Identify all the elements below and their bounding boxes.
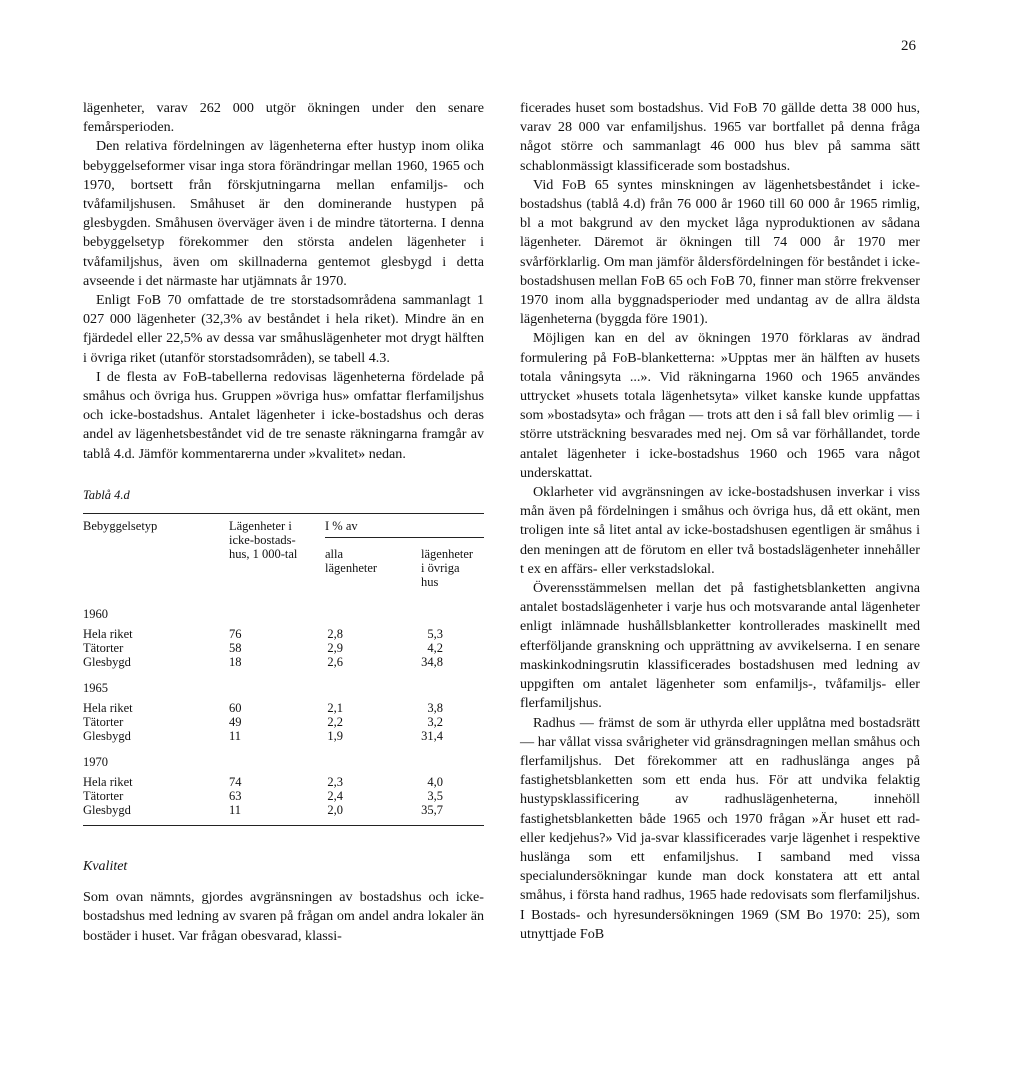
paragraph: Radhus — främst de som är uthyrda eller upplåtna med bostadsrätt — har vållat vissa svårigheter vid gränsdragningen mellan småhus och flerfamiljshus. Det förekommer att en radhuslänga anges på fastighetsblanketten som ett enda hus. För att undvika felaktig hustypsklassificering av radhuslägenheterna, innehöll fastighetsblanketten både 1965 och 1970 frågan »Är huset ett rad- eller kedjehus?» Vid ja-svar klassificerades varje lägenhet i respektive huslänga som ett enfamiljshus. I samband med vissa specialundersökningar kunde man dock konstatera att ett antal småhus, i första hand radhus, 1965 hade redovisats som flerfamiljshus. I Bostads- och hyresundersökningen 1969 (SM Bo 1970: 25), som utnyttjade FoB	[520, 714, 920, 942]
row-label: Hela riket	[83, 627, 133, 642]
row-count: 18	[229, 655, 242, 670]
header-group: I % av	[325, 519, 358, 534]
data-table	[83, 513, 484, 825]
row-all: 2,9	[327, 641, 343, 656]
row-count: 74	[229, 775, 242, 790]
paragraph: Enligt FoB 70 omfattade de tre storstadsområdena sammanlagt 1 027 000 lägenheter (32,3% av beståndet i hela riket). Mindre än en fjärdedel eller 22,5% av dessa var småhuslägenheter mot drygt hälften i övriga riket (utanför storstadsområden), se tabell 4.3.	[83, 292, 484, 366]
group-rule	[325, 537, 484, 538]
row-all: 2,2	[327, 715, 343, 730]
row-other: 3,2	[427, 715, 443, 730]
row-other: 4,0	[427, 775, 443, 790]
header-bebyggelsetyp: Bebyggelsetyp	[83, 519, 158, 534]
section-heading-kvalitet: Kvalitet	[83, 859, 128, 875]
row-all: 2,0	[327, 803, 343, 818]
right-column	[520, 99, 920, 944]
row-all: 2,8	[327, 627, 343, 642]
row-all: 2,1	[327, 701, 343, 716]
row-label: Tätorter	[83, 641, 124, 656]
row-all: 2,3	[327, 775, 343, 790]
row-label: Glesbygd	[83, 729, 131, 744]
paragraph: Som ovan nämnts, gjordes avgränsningen av bostadshus och icke-bostadshus med ledning av svaren på frågan om andel andra lokaler än bostäder i huset. Var frågan obesvarad, klassi-	[83, 889, 484, 944]
row-count: 76	[229, 627, 242, 642]
row-count: 49	[229, 715, 242, 730]
row-other: 3,5	[427, 789, 443, 804]
page-number: 26	[901, 38, 916, 54]
row-count: 63	[229, 789, 242, 804]
year-label: 1960	[83, 607, 108, 622]
paragraph: Oklarheter vid avgränsningen av icke-bostadshusen inverkar i viss mån även på fördelningen i småhus och övriga hus, då ett okänt, men troligen inte så litet antal av icke-bostadshusen egentligen är småhus i den meningen att de förutom en eller två bostadslägenheter innehåller t ex en affärs- eller verkstadslokal.	[520, 484, 920, 577]
header-count-1: Lägenheter i	[229, 519, 292, 534]
paragraph: ficerades huset som bostadshus. Vid FoB 70 gällde detta 38 000 hus, varav 28 000 var enfamiljshus. 1965 var bortfallet på denna fråga något större och sammanlagt 46 000 hus blev på samma sätt schablonmässigt klassificerade som bostadshus.	[520, 100, 920, 174]
row-count: 60	[229, 701, 242, 716]
row-other: 35,7	[421, 803, 443, 818]
row-label: Hela riket	[83, 701, 133, 716]
row-label: Glesbygd	[83, 655, 131, 670]
row-all: 1,9	[327, 729, 343, 744]
table-top-rule	[83, 513, 484, 514]
row-other: 31,4	[421, 729, 443, 744]
paragraph: lägenheter, varav 262 000 utgör ökningen under den senare femårsperioden.	[83, 100, 484, 136]
header-count-3: hus, 1 000-tal	[229, 547, 298, 562]
row-count: 58	[229, 641, 242, 656]
row-label: Tätorter	[83, 789, 124, 804]
table-bottom-rule	[83, 825, 484, 826]
row-other: 5,3	[427, 627, 443, 642]
header-all-2: lägenheter	[325, 561, 378, 576]
header-all-1: alla	[325, 547, 344, 562]
left-column	[83, 99, 484, 946]
row-all: 2,6	[327, 655, 343, 670]
row-label: Tätorter	[83, 715, 124, 730]
header-count-2: icke-bostads-	[229, 533, 296, 548]
paragraph: Vid FoB 65 syntes minskningen av lägenhetsbeståndet i icke-bostadshus (tablå 4.d) från 76 000 år 1960 till 60 000 år 1965 rimlig, bl a mot bakgrund av den mycket låga nyproduktionen av sådana lägenheter. Däremot är ökningen till 74 000 år 1970 mer svårförklarlig. Om man jämför åldersfördelningen för beståndet i icke-bostadshusen mellan FoB 65 och FoB 70, finner man större frekvenser 1970 inom alla byggnadsperioder med undantag av de allra äldsta lägenheterna (byggda före 1901).	[520, 176, 920, 328]
row-label: Glesbygd	[83, 803, 131, 818]
row-other: 4,2	[427, 641, 443, 656]
row-count: 11	[229, 729, 242, 744]
paragraph: Möjligen kan en del av ökningen 1970 förklaras av ändrad formulering på FoB-blanketterna: »Upptas mer än hälften av husets totala våningsyta ...». Vid räkningarna 1960 och 1965 användes uttrycket »husets totala lägenhetsyta» vilket kanske kunde uppfattas som »bostadsyta» och frågan — trots att den i så fall blev orimlig — i större utsträckning besvarades med nej. Om så var förhållandet, torde antalet lägenheter i icke-bostadshus 1960 och 1965 vara något underskattat.	[520, 330, 920, 481]
paragraph: Överensstämmelsen mellan det på fastighetsblanketten angivna antalet bostadslägenheter i varje hus och motsvarande antal lägenheter enligt inlämnade hushållsblanketter kontrollerades maskinellt med efterföljande granskning och upprättning av avvikelserna. I en senare maskinkodningsrutin klassificerades bostadshusen med ledning av uppgiften om antalet lägenheter som enfamiljs-, tvåfamiljs- eller flerfamiljshus.	[520, 580, 920, 712]
header-other-3: hus	[421, 575, 439, 590]
table-caption: Tablå 4.d	[83, 487, 130, 502]
row-all: 2,4	[327, 789, 343, 804]
row-other: 34,8	[421, 655, 443, 670]
year-label: 1965	[83, 681, 108, 696]
year-label: 1970	[83, 755, 108, 770]
header-other-1: lägenheter	[421, 547, 474, 562]
row-count: 11	[229, 803, 242, 818]
row-other: 3,8	[427, 701, 443, 716]
header-other-2: i övriga	[421, 561, 460, 576]
paragraph: Den relativa fördelningen av lägenheterna efter hustyp inom olika bebyggelseformer visar inga stora förändringar mellan 1960, 1965 och 1970, bortsett från förskjutningarna mellan enfamiljs- och tvåfamiljshusen. Småhuset är den dominerande hustypen på glesbygden. Småhusen överväger även i de mindre tätorterna. I denna bebyggelsetyp förekommer den största andelen lägenheter i tvåfamiljshus, även om skillnaderna gentemot glesbygd i detta avseende i det närmaste har utjämnats år 1970.	[83, 138, 484, 289]
paragraph: I de flesta av FoB-tabellerna redovisas lägenheterna fördelade på småhus och övriga hus. Gruppen »övriga hus» omfattar flerfamiljshus och icke-bostadshus. Antalet lägenheter i icke-bostadshus och deras andel av lägenhetsbeståndet vid de tre senaste räkningarna framgår av tablå 4.d. Jämför kommentarerna under »kvalitet» nedan.	[83, 368, 484, 462]
row-label: Hela riket	[83, 775, 133, 790]
